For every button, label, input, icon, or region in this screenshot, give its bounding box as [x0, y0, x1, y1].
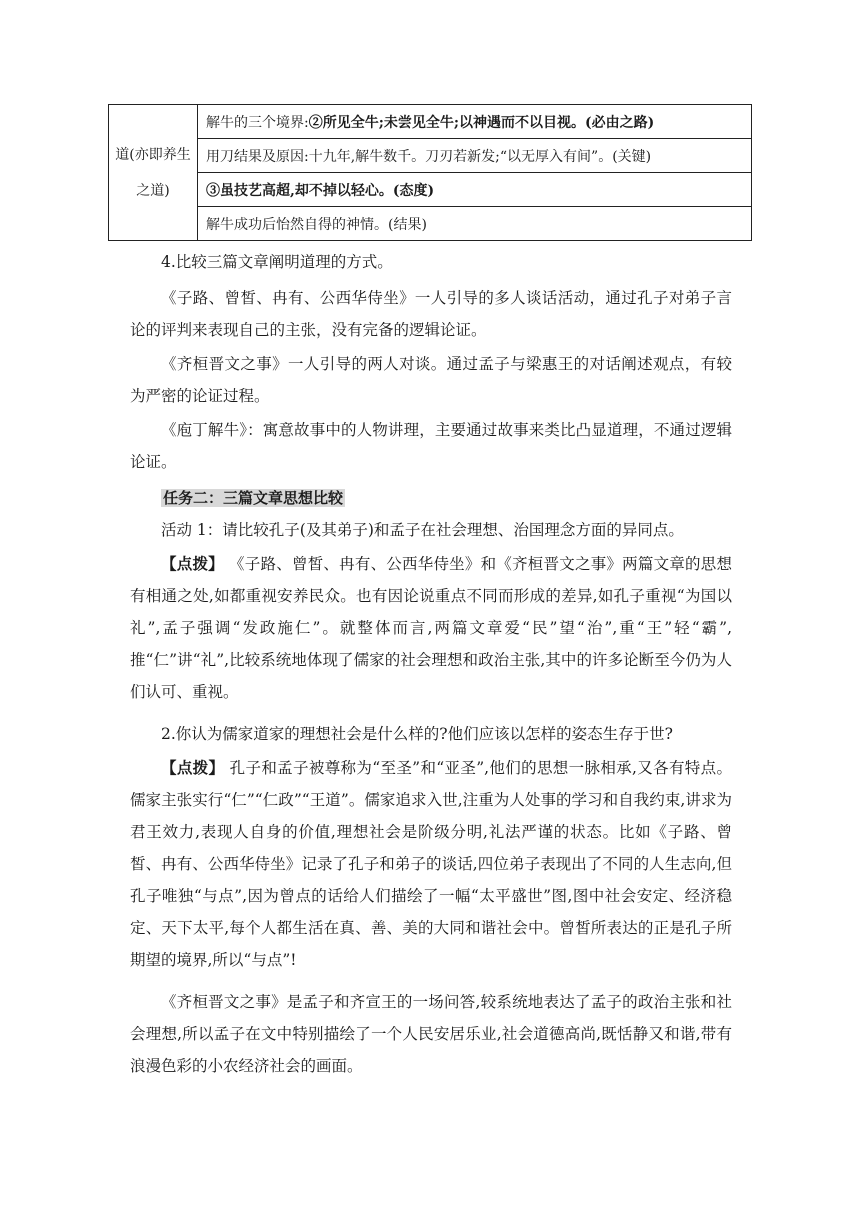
- activity-1: 活动 1：请比较孔子(及其弟子)和孟子在社会理想、治国理念方面的异同点。: [161, 521, 684, 539]
- section-heading: [130, 482, 732, 514]
- hint-text: 《子路、曾皙、冉有、公西华侍坐》和《齐桓晋文之事》两篇文章的思想有相通之处,如都重视安养民众。也有因论说重点不同而形成的差异,如孔子重视“为国以礼”,孟子强调“发政施仁”。就整体而言,两篇文章爱“民”望“治”,重“王”轻“霸”,推“仁”讲“礼”,比较系统地体现了儒家的社会理想和政治主张,其中的许多论断至今仍为人们认可、重视。: [130, 555, 732, 701]
- paragraph: 《子路、曾皙、冉有、公西华侍坐》一人引导的多人谈话活动，通过孔子对弟子言论的评判来表现自己的主张，没有完备的逻辑论证。: [130, 289, 732, 339]
- summary-table: [108, 104, 752, 241]
- hint-label: 【点拨】: [161, 555, 224, 573]
- question-2: 2.你认为儒家道家的理想社会是什么样的?他们应该以怎样的姿态生存于世?: [161, 725, 673, 743]
- hint-text: 孔子和孟子被尊称为“至圣”和“亚圣”,他们的思想一脉相承,又各有特点。儒家主张实行“仁”“仁政”“王道”。儒家追求入世,注重为人处事的学习和自我约束,讲求为君王效力,表现人自身的价值,理想社会是阶级分明,礼法严谨的状态。比如《子路、曾皙、冉有、公西华侍坐》记录了孔子和弟子的谈话,四位弟子表现出了不同的人生志向,但孔子唯独“与点”,因为曾点的话给人们描绘了一幅“太平盛世”图,图中社会安定、经济稳定、天下太平,每个人都生活在真、善、美的大同和谐社会中。曾皙所表达的正是孔子所期望的境界,所以“与点”!: [130, 759, 732, 969]
- table-row: [109, 207, 752, 241]
- table-cell: [198, 105, 752, 139]
- table-cell: ③虽技艺高超,却不掉以轻心。(态度): [198, 173, 752, 207]
- task-heading: 任务二：三篇文章思想比较: [163, 489, 344, 507]
- paragraph: 《庖丁解牛》：寓意故事中的人物讲理，主要通过故事来类比凸显道理，不通过逻辑论证。: [130, 421, 732, 471]
- table-cell: 解牛成功后怡然自得的神情。(结果): [198, 207, 752, 241]
- question-4: 4.比较三篇文章阐明道理的方式。: [161, 253, 393, 271]
- hint-paragraph: [130, 752, 732, 976]
- hint-label: 【点拨】: [161, 759, 225, 777]
- table-row: [109, 105, 752, 139]
- paragraph: 《齐桓晋文之事》一人引导的两人对谈。通过孟子与梁惠王的对话阐述观点，有较为严密的论证过程。: [130, 355, 732, 405]
- table-cell: 用刀结果及原因:十九年,解牛数千。刀刃若新发;“以无厚入有间”。(关键): [198, 139, 752, 173]
- paragraph: 《齐桓晋文之事》是孟子和齐宣王的一场问答,较系统地表达了孟子的政治主张和社会理想,所以孟子在文中特别描绘了一个人民安居乐业,社会道德高尚,既恬静又和谐,带有浪漫色彩的小农经济社会的画面。: [130, 993, 732, 1075]
- cell-prefix: 解牛的三个境界:: [206, 114, 309, 131]
- table-left-cell: 道(亦即养生之道): [109, 105, 198, 241]
- cell-bold-text: ②所见全牛;未尝见全牛;以神遇而不以目视。(必由之路): [308, 114, 655, 131]
- hint-paragraph: [130, 548, 732, 708]
- table-row: [109, 139, 752, 173]
- table-row: [109, 173, 752, 207]
